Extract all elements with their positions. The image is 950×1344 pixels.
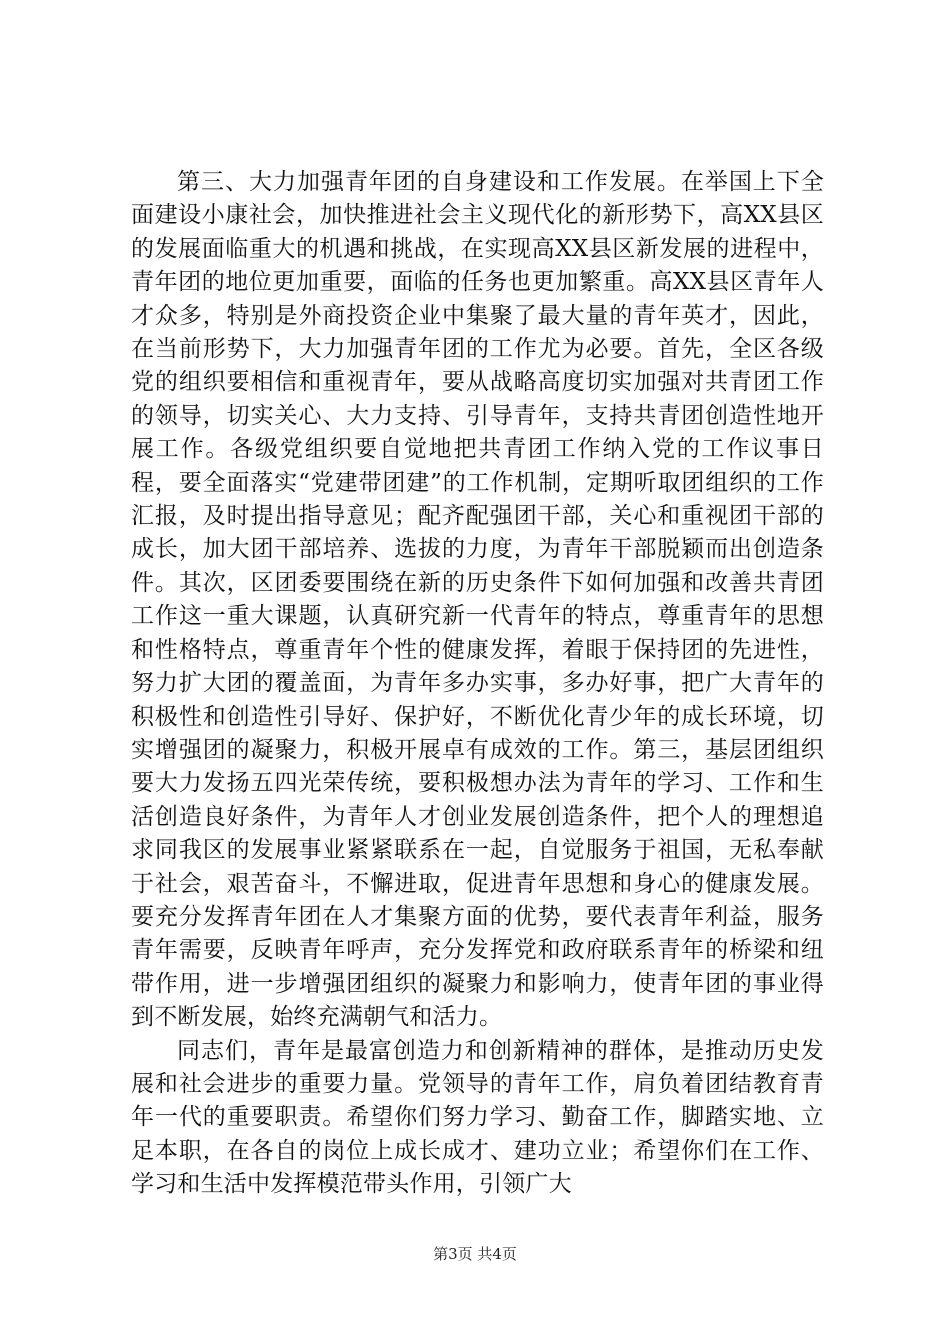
page-footer xyxy=(0,1244,950,1264)
document-body xyxy=(131,166,824,1202)
paragraph-comrades-appeal: 同志们，青年是最富创造力和创新精神的群体，是推动历史发展和社会进步的重要力量。党领导的青年工作，肩负着团结教育青年一代的重要职责。希望你们努力学习、勤奋工作，脚踏实地、立足本职，在各自的岗位上成长成才、建功立业；希望你们在工作、学习和生活中发挥模范带头作用，引领广大 xyxy=(131,1037,824,1198)
paragraph-youth-league-building: 第三、大力加强青年团的自身建设和工作发展。在举国上下全面建设小康社会，加快推进社会主义现代化的新形势下，高XX县区的发展面临重大的机遇和挑战，在实现高XX县区新发展的进程中，青年团的地位更加重要，面临的任务也更加繁重。高XX县区青年人才众多，特别是外商投资企业中集聚了最大量的青年英才，因此，在当前形势下，大力加强青年团的工作尤为必要。首先，全区各级党的组织要相信和重视青年，要从战略高度切实加强对共青团工作的领导，切实关心、大力支持、引导青年，支持共青团创造性地开展工作。各级党组织要自觉地把共青团工作纳入党的工作议事日程，要全面落实“党建带团建”的工作机制，定期听取团组织的工作汇报，及时提出指导意见；配齐配强团干部，关心和重视团干部的成长，加大团干部培养、选拔的力度，为青年干部脱颖而出创造条件。其次，区团委要围绕在新的历史条件下如何加强和改善共青团工作这一重大课题，认真研究新一代青年的特点，尊重青年的思想和性格特点，尊重青年个性的健康发挥，着眼于保持团的先进性，努力扩大团的覆盖面，为青年多办实事，多办好事，把广大青年的积极性和创造性引导好、保护好，不断优化青少年的成长环境，切实增强团的凝聚力，积极开展卓有成效的工作。第三，基层团组织要大力发扬五四光荣传统，要积极想办法为青年的学习、工作和生活创造良好条件，为青年人才创业发展创造条件，把个人的理想追求同我区的发展事业紧紧联系在一起，自觉服务于祖国，无私奉献于社会，艰苦奋斗，不懈进取，促进青年思想和身心的健康发展。要充分发挥青年团在人才集聚方面的优势，要代表青年利益，服务青年需要，反映青年呼声，充分发挥党和政府联系青年的桥梁和纽带作用，进一步增强团组织的凝聚力和影响力，使青年团的事业得到不断发展，始终充满朝气和活力。 xyxy=(131,169,824,1031)
page-number-label: 第3页 共4页 xyxy=(433,1245,517,1263)
